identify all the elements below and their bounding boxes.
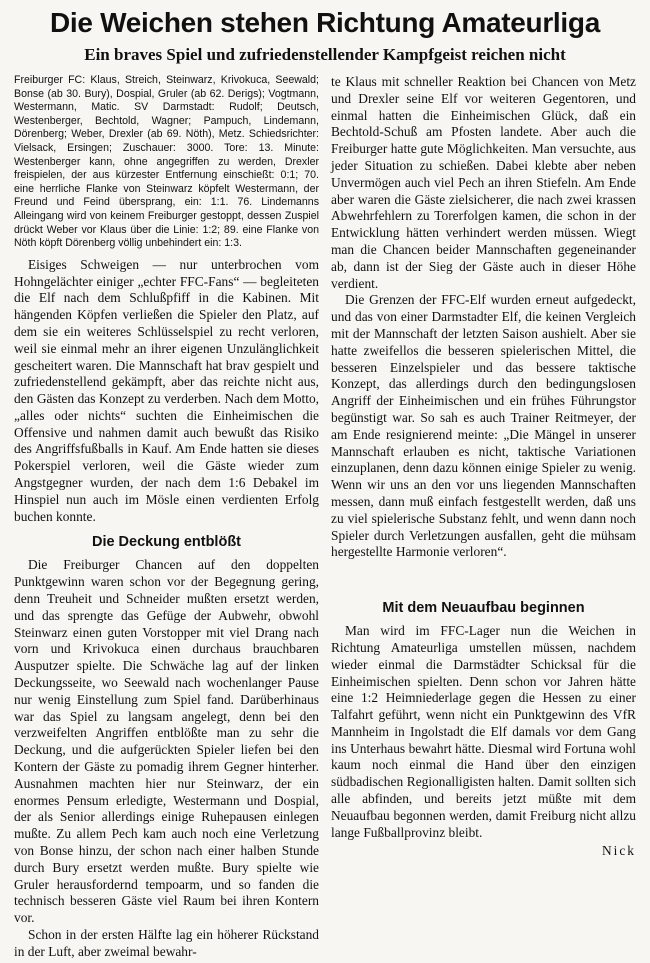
subheadline: Ein braves Spiel und zufriedenstellender Kampfgeist reichen nicht [84,45,566,64]
column-left [14,74,319,961]
paragraph: te Klaus mit schneller Reaktion bei Chancen von Metz und Drexler seine Elf vor weiteren Gegentoren, und einmal hatten die Einheimischen Glück, daß ein Bechtold-Schuß am Pfosten landete. Aber auch die Freiburger hatte gute Möglichkeiten. Man versuchte, aus jeder Situation zu schießen. Dabei klebte aber neben Unvermögen auch viel Pech an ihren Stiefeln. Am Ende aber waren die Gäste zielsicherer, die nach zwei krassen Abwehrfehlern zu Torerfolgen kamen, die schon in der Entwicklung hätten verhindert werden müssen. Wiegt man die Chancen beider Mannschaften gegeneinander ab, dann ist der Sieg der Gäste auch in dieser Höhe verdient. [331,74,636,291]
paragraph: Die Grenzen der FFC-Elf wurden erneut aufgedeckt, und das von einer Darmstadter Elf, die keinen Vergleich mit der Mannschaft der letzten Saison aushielt. Aber sie hatte zweifellos die besseren spielerischen Mittel, die besseren Einzelspieler und das bessere taktische Konzept, das allerdings durch den bedingungslosen Angriff der Einheimischen und ein frühes Führungstor begünstigt war. So sah es auch Trainer Reitmeyer, der am Ende resignierend meinte: „Die Mängel in unserer Mannschaft erlauben es nicht, taktische Variationen einzuplanen, denn dazu können einige Spieler zu wenig. Wenn wir uns an den vor uns liegenden Mannschaften messen, dann muß einfach festgestellt werden, daß uns zu viel spielerische Substanz fehlt, und wenn dann noch Spieler durch Verletzungen ausfallen, geht die mühsam hergestellte Harmonie verloren“. [331,292,636,560]
paragraph: Eisiges Schweigen — nur unterbrochen vom Hohngelächter einiger „echter FFC-Fans“ — begleiteten die Elf nach dem Schlußpfiff in die Kabinen. Mit hängenden Köpfen verließen die Spieler den Platz, auf dem sie ein weiteres Schlüsselspiel zu recht verloren, weil sie einmal mehr an ihrer eigenen Unzulänglichkeit gescheitert waren. Die Mannschaft hat brav gespielt und zufriedenstellend gekämpft, aber das reichte nicht aus, den Gästen das Konzept zu verderben. Nach dem Motto, „alles oder nichts“ suchten die Einheimischen die Offensive und nahmen damit auch bewußt das Risiko des Angriffsfußballs in Kauf. Am Ende hatten sie dieses Pokerspiel verloren, weil die Gäste wieder zum Angstgegner wurden, der nach dem 1:6 Debakel im Hinspiel nun auch im Mösle einen verdienten Erfolg buchen konnte. [14,256,319,524]
section-heading: Die Deckung entblößt [91,534,242,551]
paragraph: Man wird im FFC-Lager nun die Weichen in Richtung Amateurliga umstellen müssen, nachdem wieder einmal die Darmstädter Schicksal für die Einheimischen spielten. Denn schon vor Jahren hätte eine 1:2 Heimniederlage gegen die Hessen zu einer Talfahrt geführt, wenn nicht ein Punktgewinn des VfR Mannheim in Ingolstadt die Elf damals vor dem Gang ins Unterhaus bewahrt hätte. Diesmal wird Fortuna wohl kaum noch einmal die Hand über den einzigen südbadischen Regionalligisten halten. Damit sollten sich alle abfinden, und bereits jetzt müßte mit dem Neuaufbau begonnen werden, damit Freiburg nicht allzu lange Fußballprovinz bleibt. [331,623,636,840]
article-columns [14,74,636,961]
paragraph: Schon in der ersten Hälfte lag ein höherer Rückstand in der Luft, aber zweimal bewahr- [14,927,319,959]
author-signature: Nick [601,843,636,859]
paragraph: Die Freiburger Chancen auf den doppelten Punktgewinn waren schon vor der Begegnung gering, denn Treuheit und Schneider mußten ersetzt werden, und das sprengte das Gefüge der Aubwehr, obwohl Steinwarz einen guten Vorstopper mit viel Drang nach vorn und Krivokuca einen durchaus brauchbaren Ausputzer spielte. Die Schwäche lag auf der linken Deckungsseite, wo Seewald nach wochenlanger Pause nur wenig Einstellung zum Spiel fand. Darüberhinaus war das Spiel zu langsam angelegt, denn bei den verzweifelten Angriffen entblößte man zu sehr die Deckung, und die aufgerückten Spieler liefen bei den Kontern der Gäste zu pomadig ihrem Gegner hinterher. Ausnahmen machten hier nur Steinwarz, der ein enormes Pensum erledigte, Westermann und Dospial, der als Senior allerdings einige Ruhepausen einlegen mußte. Zu allem Pech kam auch noch eine Verletzung von Bonse hinzu, der schon nach einer halben Stunde durch Bury ersetzt werden mußte. Bury spielte wie Gruler herausfordernd tempoarm, und so fanden die technisch besseren Gäste viel Raum bei ihren Kontern vor. [14,557,319,926]
column-right [331,74,636,860]
section-heading: Mit dem Neuaufbau beginnen [382,600,585,617]
headline: Die Weichen stehen Richtung Amateurliga [50,7,600,38]
team-lineup: Freiburger FC: Klaus, Streich, Steinwarz, Krivokuca, Seewald; Bonse (ab 30. Bury), Dospial, Gruler (ab 62. Derigs); Vogtmann, Westermann, Matic. SV Darmstadt: Rudolf; Deutsch, Westenberger, Bechtold, Wagner; Pampuch, Lindemann, Dörenberg; Weber, Drexler (ab 69. Nöth), Metz. Schiedsrichter: Vielsack, Ersingen; Zuschauer: 3000. Tore: 13. Minute: Westenberger kann, ohne angegriffen zu werden, Drexler freispielen, der aus kürzester Entfernung einschießt: 0:1; 70. eine herrliche Flanke von Steinwarz köpfelt Westermann, der Freund und Feind übersprang, ein: 1:1. 76. Lindemanns Alleingang wird von keinem Freiburger gestoppt, dessen Zuspiel drückt Weber vor Klaus über die Linie: 1:2; 89. eine Flanke von Nöth köpft Dörenberg völlig unbehindert ein: 1:3. [14,74,319,250]
